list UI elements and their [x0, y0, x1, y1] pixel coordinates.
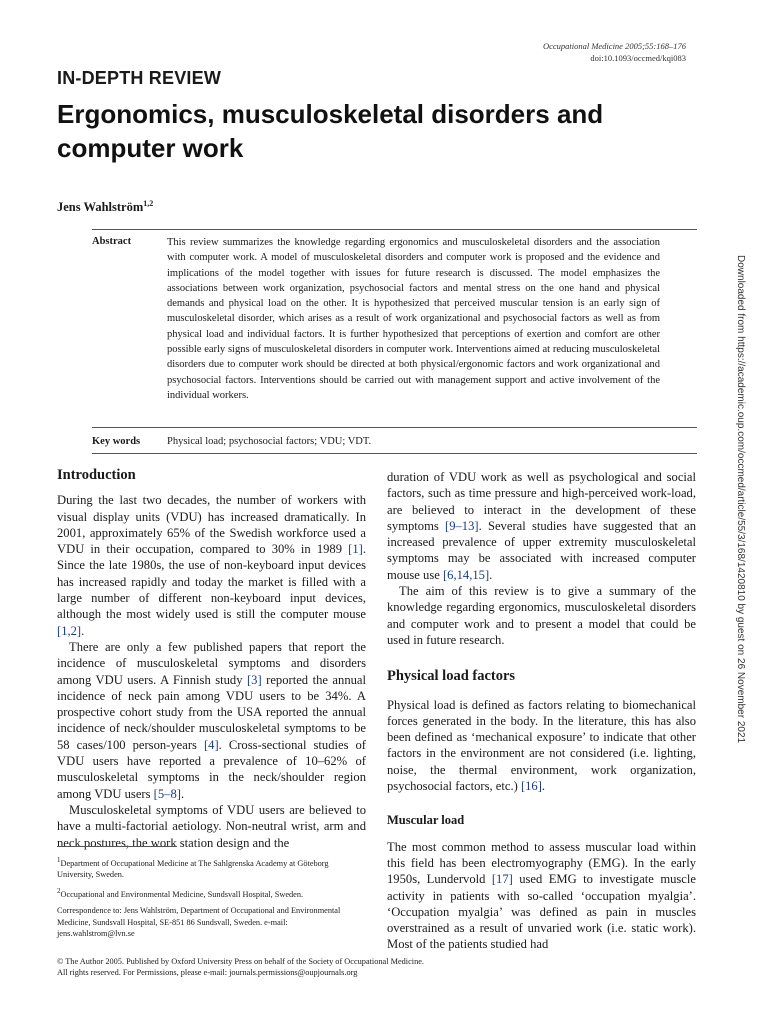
citation-link[interactable]: [6,14,15]: [442, 567, 490, 582]
abstract-top-rule: [92, 229, 697, 230]
author-name: Jens Wahlström: [57, 200, 144, 215]
download-sidebar: [736, 255, 756, 775]
citation-link[interactable]: [16]: [520, 779, 542, 794]
copyright-line-2: All rights reserved. For Permissions, please e-mail: journals.permissions@oupjournals.org: [57, 968, 358, 977]
article-title: [57, 97, 657, 165]
right-paragraph-1: duration of VDU work as well as psychological and social factors, such as time pressure and high-perceived work-load, are believed to interact in the development of these symptoms [9–13]. Several studies have suggested that an increased prevalence of upper extremity musculoskeletal symptoms may be associated with increased computer mouse use [6,14,15].: [387, 470, 697, 582]
citation-link[interactable]: [1,2]: [57, 623, 82, 638]
download-notice[interactable]: Downloaded from https://academic.oup.com/occmed/article/55/3/168/1420810 by guest on 26 November 2021: [735, 255, 746, 744]
citation-link[interactable]: [9–13]: [445, 518, 479, 533]
muscular-load-paragraph: The most common method to assess muscular load within this field has been electromyography (EMG). In the early 1950s, Lundervold [17] used EMG to investigate muscle activity in patients with so-called ‘occupation myalgia’. ‘Occupation myalgia’ was defined as pain in muscles overstrained as a result of unvaried work (i.e. static work). Most of the patients studied had: [387, 839, 696, 952]
intro-paragraph-1: During the last two decades, the number of workers with visual display units (VDU) has increased dramatically. In 2001, approximately 65% of the Swedish workforce used a VDU in their occupation, compared to 30% in 1989 [1]. Since the late 1980s, the use of non-keyboard input devices has increased rapidly and today the market is filled with a large number of different non-keyboard input devices, although the most widely used is still the computer mouse [1,2].: [57, 493, 366, 638]
keywords-text: Physical load; psychosocial factors; VDU; VDT.: [167, 436, 372, 447]
journal-header: [543, 40, 686, 64]
section-label: IN-DEPTH REVIEW: [57, 68, 222, 88]
citation-link[interactable]: [17]: [491, 872, 513, 887]
left-column: [57, 467, 366, 851]
correspondence: Correspondence to: Jens Wahlström, Department of Occupational and Environmental Medicine, Sundsvall Hospital, SE-851 86 Sundsvall, Sweden. e-mail: jens.wahlstrom@lvn.se: [57, 906, 341, 939]
keywords-bottom-rule: [92, 453, 697, 454]
author-affiliation-marks: 1,2: [143, 199, 154, 208]
footnote-rule: [57, 846, 177, 847]
journal-doi[interactable]: doi:10.1093/occmed/kqi083: [590, 53, 686, 63]
footnote-2: $^2$Occupational and Environmental Medicine, Sundsvall Hospital, Sweden.: [57, 887, 304, 899]
keywords-heading: Key words: [92, 436, 141, 447]
physical-load-heading: Physical load factors: [387, 668, 516, 685]
abstract-text: This review summarizes the knowledge regarding ergonomics and musculoskeletal disorders and the association with computer work. A model of musculoskeletal disorders and computer work is proposed and the evidence and implications of the model together with issues for future research is discussed. The model emphasizes the associations between work organization, psychosocial factors and mental stress on the one hand and physical demands and physical load on the other. It is hypothesized that perceived muscular tension is an early sign of musculoskeletal disorder, which arises as a result of work organizational and psychosocial factors as well as from physical load and individual factors. It is further hypothesized that perceptions of exertion and comfort are other possible early signs of musculoskeletal disorders in computer work. Interventions aimed at reducing musculoskeletal disorders due to computer work should be directed at both physical/ergonomic factors and work organizational and psychosocial factors. Interventions should be carried out with management support and active involvement of the individual workers.: [167, 237, 660, 401]
physical-load-paragraph: Physical load is defined as factors relating to biomechanical forces generated in the body. In the literature, this has also been defined as ‘mechanical exposure’ to indicate that other factors in the environment are not considered (i.e. lighting, noise, the thermal environment, work organization, psychosocial factors, etc.) [16].: [387, 697, 696, 794]
muscular-load-heading: Muscular load: [387, 813, 465, 828]
citation-link[interactable]: [5–8]: [153, 786, 181, 801]
right-column: [387, 469, 696, 953]
right-paragraph-2: The aim of this review is to give a summary of the knowledge regarding ergonomics, musculoskeletal disorders and computer work and to present a model that could be used in future research.: [387, 584, 696, 647]
title-line-2: computer work: [57, 133, 244, 163]
footnotes: [57, 855, 366, 945]
intro-paragraph-3: Musculoskeletal symptoms of VDU users are believed to have a multi-factorial aetiology. Non-neutral wrist, arm and neck postures, the work station design and the: [57, 802, 366, 850]
keywords-top-rule: [92, 427, 697, 428]
footnote-1: $^1$Department of Occupational Medicine at The Sahlgrenska Academy at Göteborg University, Sweden.: [57, 857, 329, 880]
abstract-heading: Abstract: [92, 236, 132, 247]
copyright-line-1: © The Author 2005. Published by Oxford University Press on behalf of the Society of Occupational Medicine.: [57, 957, 424, 966]
intro-paragraph-2: There are only a few published papers that report the incidence of musculoskeletal symptoms and disorders among VDU users. A Finnish study [3] reported the annual incidence of neck pain among VDU users to be 34%. A prospective cohort study from the USA reported the annual incidence of neck/shoulder musculoskeletal symptoms to be 58 cases/100 person-years [4]. Cross-sectional studies of VDU users have reported a prevalence of 10–62% of musculoskeletal symptoms in the neck/shoulder region among VDU users [5–8].: [57, 639, 366, 801]
citation-link[interactable]: [4]: [203, 737, 219, 752]
author-line: [57, 199, 153, 215]
journal-citation: Occupational Medicine 2005;55:168–176: [542, 41, 686, 51]
citation-link[interactable]: [1]: [348, 542, 363, 557]
title-line-1: Ergonomics, musculoskeletal disorders and: [57, 99, 604, 129]
copyright-notice: [57, 956, 697, 978]
citation-link[interactable]: [3]: [246, 672, 262, 687]
introduction-heading: Introduction: [57, 467, 136, 483]
